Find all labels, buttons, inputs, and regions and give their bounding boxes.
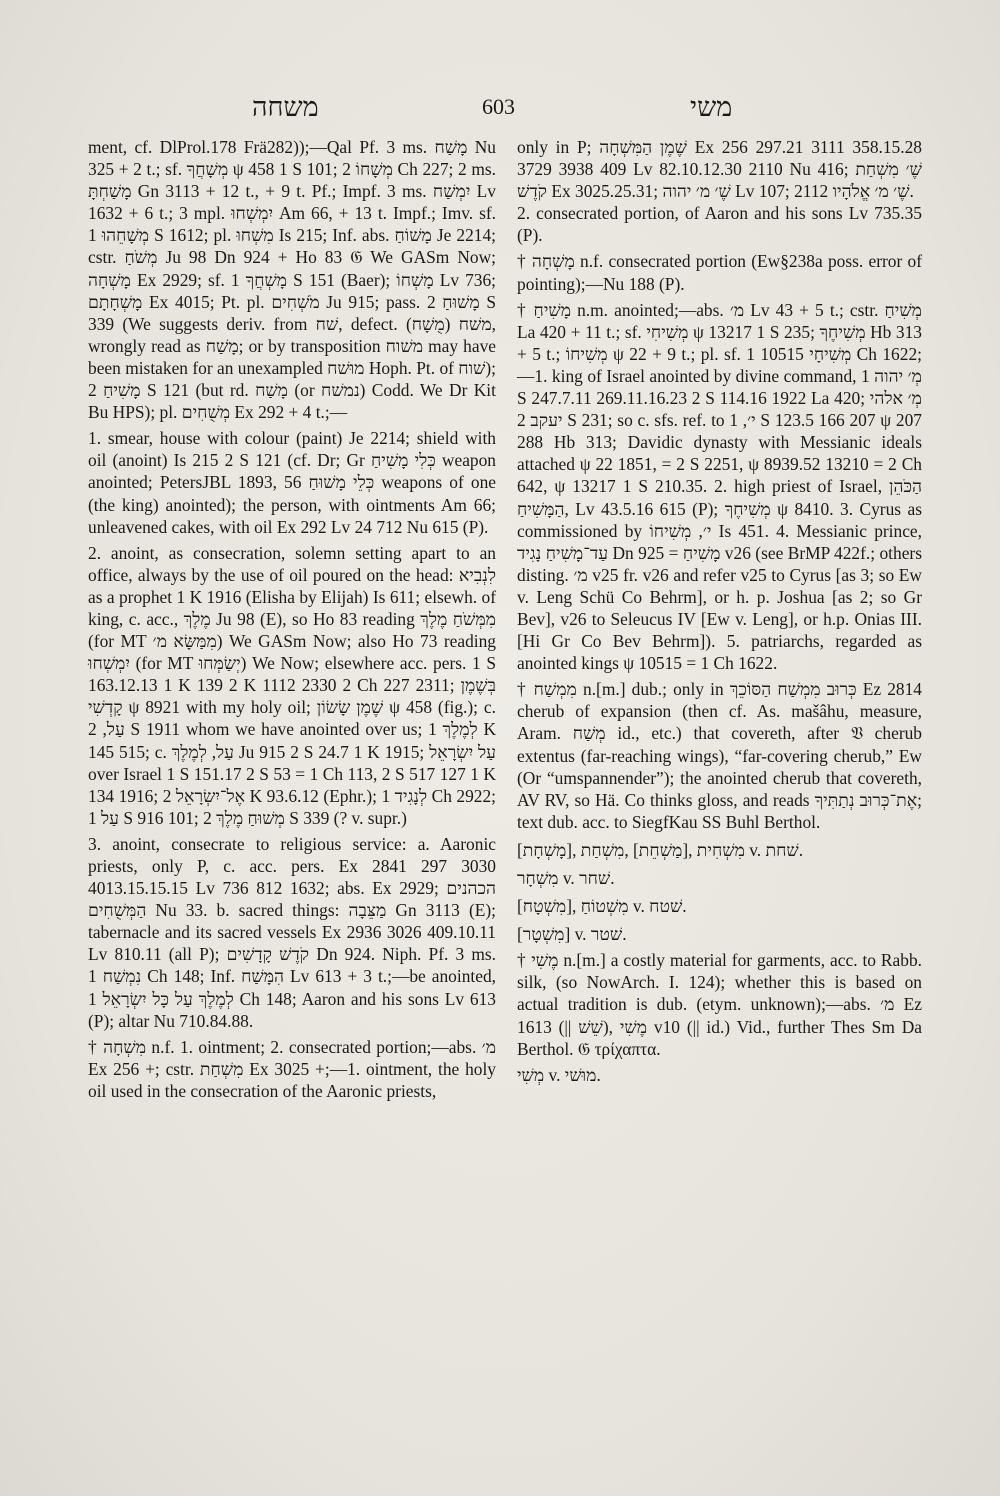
cross-ref-shth: מִשְׁטוֹחַ ,[מִשְׁטָח] v. שׁטח. [517, 896, 687, 917]
cross-ref-shchr: מִשְׁחָר v. שׁחר. [517, 868, 615, 888]
right-running-headword: משי [690, 92, 733, 123]
entry-meshi: † מֶשִׁי n.[m.] a costly material for garments, acc. to Rabb. silk, (so NowArch. I. 124); whether this is based on actual tradition is dub. (etym. unknown);—abs. מ׳ Ez 1613 (|| שֵׁשׁ), מֶשִׁי v10 (|| id.) Vid., further Thes Sm Da Berthol. 𝔊 τρίχαπτα. [517, 950, 922, 1059]
sense-1-paragraph: 1. smear, house with colour (paint) Je 2214; shield with oil (anoint) Is 215 2 S 121 (cf. Dr; Gr כְּלִי מָשִׁיחַ weapon anointed; PetersJBL 1893, 56 כְּלֵי מָשׁוּחַ weapons of one (the king) anointed); the person, with ointments Am 66; unleavened cakes, with oil Ex 292 Lv 24 712 Nu 615 (P). [88, 428, 496, 537]
sense-3-paragraph: 3. anoint, consecrate to religious service: a. Aaronic priests, only P, c. acc. pers. Ex 2841 297 3030 4013.15.15.15 Lv 736 812 1632; abs. Ex 2929; הכהנים הַמְּשֻׁחִים Nu 33. b. sacred things: מַצֵּבָה Gn 3113 (E); tabernacle and its sacred vessels Ex 2936 3026 409.10.11 Lv 810.11 (all P); קֹדֶשׁ קָדָשִׁים Dn 924. Niph. Pf. 3 ms. נִמְשַׁח 1 Ch 148; Inf. הִמָּשַׁח Lv 613 + 3 t.;—be anointed, לְמֶלֶךְ עַל כָּל יִשְׂרָאֵל 1 Ch 148; Aaron and his sons Lv 613 (P); altar Nu 710.84.88. [88, 833, 496, 1031]
sense-2-paragraph: 2. anoint, as consecration, solemn setting apart to an office, always by the use of oil poured on the head: לִנְבִיא as a prophet 1 K 1916 (Elisha by Elijah) Is 611; elsewh. of king, c. acc., מֶלֶךְ Ju 98 (E), so Ho 83 reading מִמְּשֹׁחַ מֶלֶךְ (for MT מִמַּשָּׂא מ׳) We GASm Now; also Ho 73 reading יִמְשְׁחוּ (for MT יְשַׂמְּחוּ) We Now; elsewhere acc. pers. 1 S 163.12.13 1 K 139 2 K 1112 2330 2 Ch 227 2311; בְּשֶׁמֶן קָדְשִׁי ψ 8921 with my holy oil; שֶׁמֶן שָׂשׂוֹן ψ 458 (fig.); c. עַל, 2 S 1911 whom we have anointed over us; לְמֶלֶךְ 1 K 145 515; c. עַל, לְמֶלֶךְ Ju 915 2 S 24.7 1 K 1915; עַל יִשְׂרָאֵל over Israel 1 S 151.17 2 S 53 = 1 Ch 113, 2 S 517 127 1 K 134 1916; אֶל־יִשְׂרָאֵל 2 K 93.6.12 (Ephr.); לְנָגִיד 1 Ch 2922; עַל 1 S 916 101; מְשׁוּחַ מֶלֶךְ 2 S 339 (? v. supr.) [88, 542, 497, 828]
cross-references [517, 839, 922, 945]
cross-ref-shtr: [מִשְׁטָר] v. שׁטר. [517, 924, 627, 945]
left-running-headword: משחה [252, 92, 319, 123]
page-header [0, 92, 1000, 132]
entry-moshchah: † מָשְׁחָה n.f. consecrated portion (Ew§238a poss. error of pointing);—Nu 188 (P). [517, 251, 922, 294]
entry-mashiach: † מָשִׁיחַ n.m. anointed;—abs. מ׳ Lv 43 + 5 t.; cstr. מְשִׁיחַ La 420 + 11 t.; sf. מְשִׁיחִי ψ 13217 1 S 235; מְשִׁיחֶךָ Hb 313 + 5 t.; מְשִׁיחוֹ ψ 22 + 9 t.; pl. sf. מְשִׁיחָי 10515 1 Ch 1622;—1. king of Israel anointed by divine command, מְ׳ יהוה 1 S 247.7.11 269.11.16.23 2 S 114.16 1922 La 420; מְ׳ אלהי יעקב 2 S 231; so c. sfs. ref. to י׳, 1 S 123.5 166 207 ψ 207 288 Hb 313; Davidic dynasty with Messianic ideals attached ψ 22 1851, = 2 S 2251, ψ 8939.52 13210 = 2 Ch 642, ψ 13217 1 S 210.35. 2. high priest of Israel, הַכֹּהֵן הַמָּשִׁיחַ, Lv 43.5.16 615 (P); מְשִׁיחֶךָ ψ 8410. 3. Cyrus as commissioned by י׳, מְשִׁיחוֹ Is 451. 4. Messianic prince, עַד־מָשִׁיחַ נָגִיד Dn 925 = מָשִׁיחַ v26 (see BrMP 422f.; others disting. מ׳ v25 fr. v26 and refer v25 to Cyrus [as 3; so Ew v. Leng Schü Co Behrm], or h. p. Joshua [as 2; so Gr Bev], v26 to Seleucus IV [Ew v. Leng], or h.p. Onias III. [Hi Gr Co Bev Behrm]). 5. patriarchs, regarded as anointed kings ψ 10515 = 1 Ch 1622. [517, 299, 922, 674]
qal-paragraph: ment, cf. DlProl.178 Frä282));—Qal Pf. 3 ms. מָשַׁח Nu 325 + 2 t.; sf. מְשָׁחֲךָ ψ 458 1 S 101; מְשָׁחוֹ 2 Ch 227; 2 ms. מָשַׁחְתָּ Gn 3113 + 12 t., + 9 t. Pf.; Impf. 3 ms. יִמְשַׁח Lv 1632 + 6 t.; 3 mpl. יִמְשְׁחוּ Am 66, + 13 t. Impf.; Imv. sf. מְשָׁחֵהוּ 1 S 1612; pl. מִשְׁחוּ Is 215; Inf. abs. מָשׁוֹחַ Je 2214; cstr. מְשֹׁחַ Ju 98 Dn 924 + Ho 83 𝔊 We GASm Now; מָשְׁחָה Ex 2929; sf. מָשְׁחֲךָ 1 S 151 (Baer); מָשְׁחוֹ Lv 736; מָשְׁחָתָם Ex 4015; Pt. pl. מֹשְׁחִים Ju 915; pass. מָשׁוּחַ 2 S 339 (We suggests deriv. from שׁח, defect. משׁח (מֻשָׁח), wrongly read as מָשַׁח; or by transposition משׁוח may have been mistaken for an unexampled מוּשׁח Hoph. Pt. of שׁוח); מָשִׁיחַ 2 S 121 (but rd. מָשַׁח (or נמשׁח) Codd. We Dr Kit Bu HPS); pl. מְשֻׁחִים Ex 292 + 4 t.;— [88, 137, 497, 423]
right-column [517, 136, 922, 1086]
cross-ref-mushi: מְשִׁי v. מוּשׁי. [517, 1064, 601, 1085]
page-number: 603 [482, 94, 515, 119]
mishchah-continued: only in P; שֶׁמֶן הַמִּשְׁחָה Ex 256 297.21 3111 358.15.28 3729 3938 409 Lv 82.10.12.30 2110 Nu 416; שֶׁ׳ מִשְׁחַת קֹדֶשׁ Ex 3025.25.31; שֶׁ׳ מ׳ יהוה Lv 107; שֶׁ׳ מ׳ אֱלֹהָיו 2112. [517, 137, 922, 202]
entry-mimshach: † מִמְשַׁח n.[m.] dub.; only in כְּרוּב מִמְשַׁח הַסּוֹכֵךְ Ez 2814 cherub of expansion (then cf. As. mašâhu, measure, Aram. מְשַׁח id., etc.) that covereth, after 𝔙 cherub extentus (far-reaching wings), “far-covering cherub,” Ew (Or “umspannender”); the anointed cherub that covereth, AV RV, so Hä. Co thinks gloss, and reads אֶת־כְּרוּב נְתַתִּיךָ; text dub. acc. to SiegfKau SS Buhl Berthol. [517, 679, 923, 832]
consecrated-portion-sense: 2. consecrated portion, of Aaron and his sons Lv 735.35 (P). [517, 203, 922, 246]
entry-mishchah: † מִשְׁחָה n.f. 1. ointment; 2. consecrated portion;—abs. מ׳ Ex 256 +; cstr. מִשְׁחַת Ex 3025 +;—1. ointment, the holy oil used in the consecration of the Aaronic priests, [88, 1036, 496, 1101]
cross-ref-shchth: מִשְׁחִית ,[מַשְׁחֵת] ,מִשְׁחַת ,[מָשְׁחָת] v. שׁחת. [517, 839, 804, 860]
left-column [88, 136, 496, 1102]
